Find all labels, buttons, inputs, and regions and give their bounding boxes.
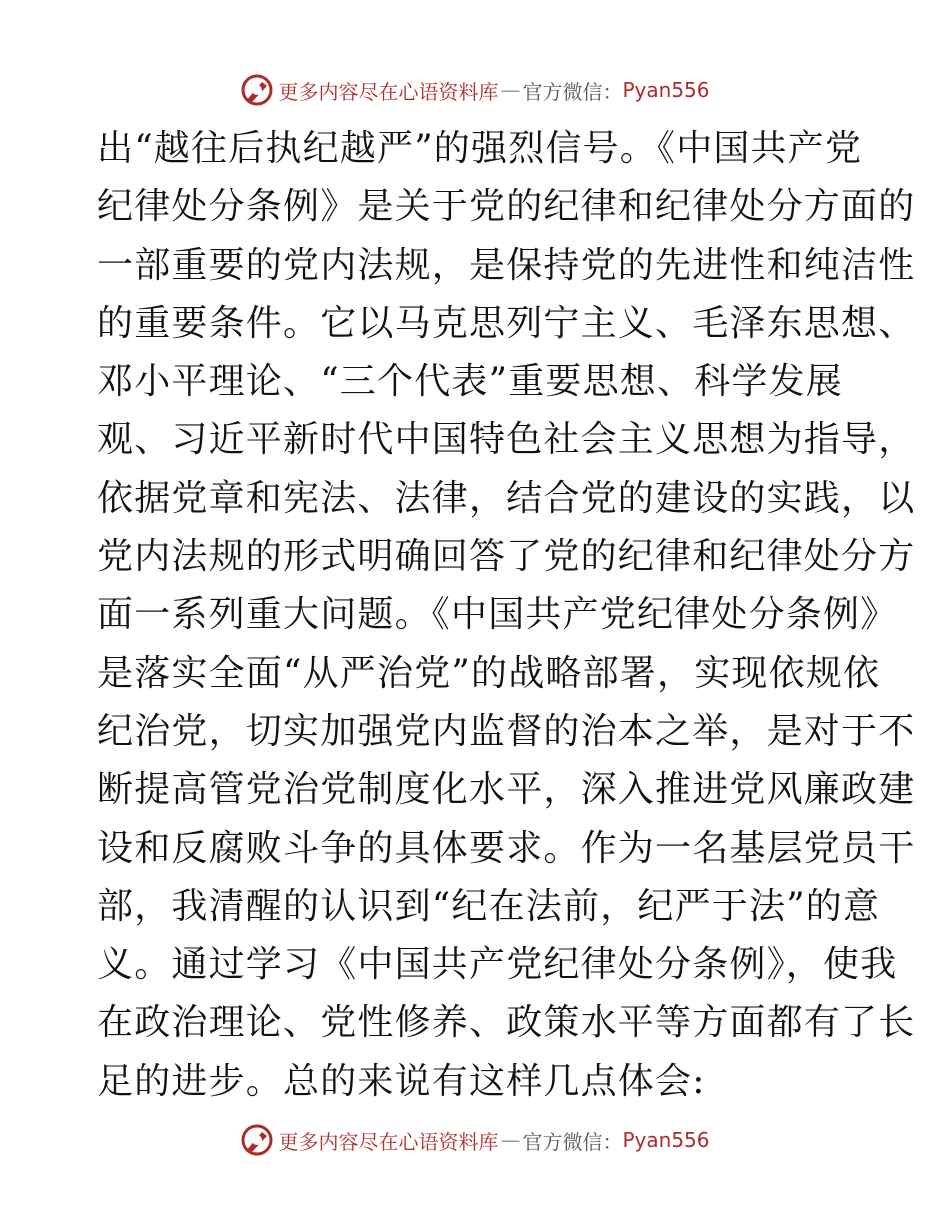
banner-wechat-id: Pyan556: [622, 1128, 710, 1152]
pen-circle-logo-icon: [240, 1123, 274, 1157]
body-line: 在政治理论、党性修养、政策水平等方面都有了长: [97, 1002, 916, 1044]
banner-separator: —: [500, 78, 521, 102]
banner-wechat-label: 官方微信：: [522, 79, 623, 104]
body-line: 面一系列重大问题。《中国共产党纪律处分条例》: [97, 594, 898, 636]
body-line: 义。通过学习《中国共产党纪律处分条例》，使我: [97, 944, 898, 986]
banner-wechat-label: 官方微信：: [522, 1129, 623, 1154]
banner-wechat-id: Pyan556: [622, 78, 710, 102]
body-line: 党内法规的形式明确回答了党的纪律和纪律处分方: [97, 536, 916, 578]
body-line: 纪律处分条例》是关于党的纪律和纪律处分方面的: [97, 186, 916, 228]
banner-separator: —: [500, 1128, 521, 1152]
header-banner: [0, 70, 950, 110]
body-line: 依据党章和宪法、法律，结合党的建设的实践，以: [97, 477, 916, 519]
body-line: 的重要条件。它以马克思列宁主义、毛泽东思想、: [97, 302, 916, 344]
body-line: 断提高管党治党制度化水平，深入推进党风廉政建: [97, 769, 916, 811]
pen-circle-logo-icon: [240, 73, 274, 107]
body-line: 部，我清醒的认识到“纪在法前，纪严于法”的意: [97, 885, 881, 927]
body-line: 观、习近平新时代中国特色社会主义思想为指导，: [97, 419, 916, 461]
body-line: 一部重要的党内法规，是保持党的先进性和纯洁性: [97, 244, 916, 286]
body-line: 设和反腐败斗争的具体要求。作为一名基层党员干: [97, 827, 916, 869]
body-line: 出“越往后执纪越严”的强烈信号。《中国共产党: [97, 128, 863, 169]
body-line: 纪治党，切实加强党内监督的治本之举，是对于不: [97, 710, 916, 752]
body-line: 邓小平理论、“三个代表”重要思想、科学发展: [97, 361, 844, 403]
body-line: 是落实全面“从严治党”的战略部署，实现依规依: [97, 652, 881, 694]
banner-site-text: 更多内容尽在心语资料库: [278, 79, 499, 104]
document-body: [97, 120, 916, 1111]
banner-site-text: 更多内容尽在心语资料库: [278, 1129, 499, 1154]
footer-banner: [0, 1120, 950, 1160]
body-line: 足的进步。总的来说有这样几点体会:: [97, 1060, 706, 1102]
